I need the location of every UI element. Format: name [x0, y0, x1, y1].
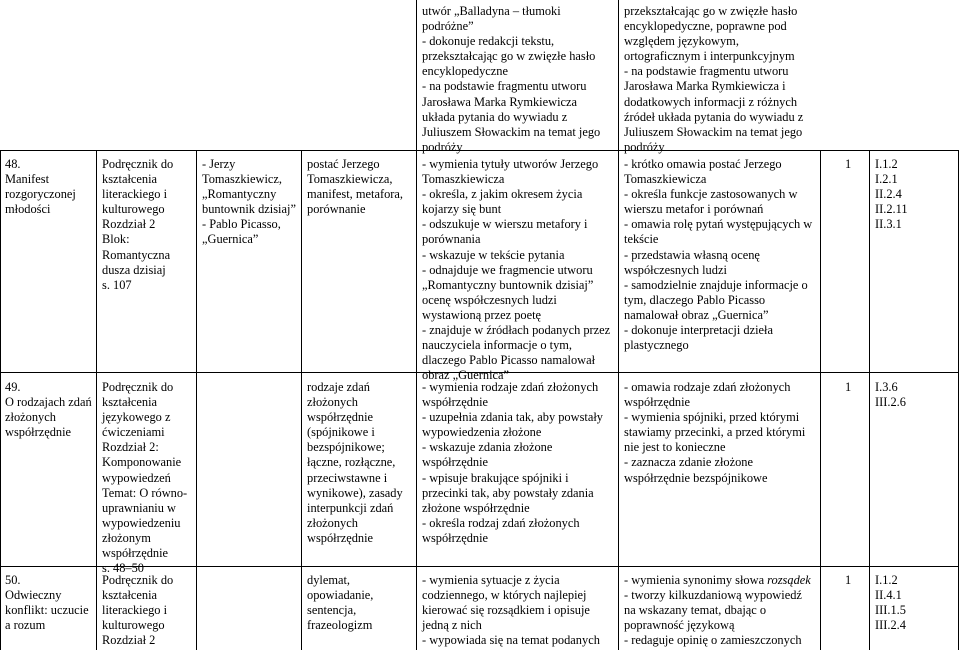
column-divider [820, 150, 821, 650]
textbook-reference: Podręcznik do kształcenia literackiego i kulturowego Rozdział 2 [102, 573, 174, 648]
column-divider [416, 0, 417, 650]
column-divider [618, 0, 619, 650]
textbook-reference: Podręcznik do kształcenia literackiego i kulturowego Rozdział 2 Blok: Romantyczna dusza dzisiaj s. 107 [102, 157, 174, 292]
basic-requirements: - wymienia rodzaje zdań złożonych współrzędnie - uzupełnia zdania tak, aby powstały wypowiedzenia złożone - wskazuje zdania złożone współrzędnie - wpisuje brakujące spójniki i przecinki tak, aby powstały zdania złożone współrzędnie - określa rodzaj zdań złożonych współrzędnie [422, 380, 603, 545]
curriculum-requirements: I.1.2 I.2.1 II.2.4 II.2.11 II.3.1 [875, 157, 908, 232]
column-divider [301, 150, 302, 650]
column-divider [96, 150, 97, 650]
textbook-reference: Podręcznik do kształcenia językowego z ćwiczeniami Rozdział 2: Komponowanie wypowiedzeń Temat: O równo- uprawnianiu w wypowiedzeniu złożonym współrzędnie s. 48–50 [102, 380, 188, 576]
lesson-terms: rodzaje zdań złożonych współrzędnie (spójnikowe i bezspójnikowe; łączne, rozłączne, przeciwstawne i wynikowe), zasady interpunkcji zdań złożonych współrzędnie [307, 380, 403, 545]
basic-requirements: - wymienia tytuły utworów Jerzego Tomaszkiewicza - określa, z jakim okresem życia kojarzy się bunt - odszukuje w wierszu metafory i porównania - wskazuje w tekście pytania - odnajduje we fragmencie utworu „Romantyczny buntownik dzisiaj” ocenę współczesnych ludzi wystawioną przez poetę - znajduje w źródłach podanych przez nauczyciela informacje o tym, dlaczego Pablo Picasso namalował obraz „Guernica” [422, 157, 611, 383]
curriculum-requirements: I.1.2 II.4.1 III.1.5 III.2.4 [875, 573, 906, 633]
curriculum-requirements: I.3.6 III.2.6 [875, 380, 906, 410]
lesson-title: 48. Manifest rozgoryczonej młodości [5, 157, 76, 217]
hours-count: 1 [845, 157, 852, 171]
extended-requirements: - krótko omawia postać Jerzego Tomaszkiewicza - określa funkcje zastosowanych w wierszu metafor i porównań - omawia rolę pytań występujących w tekście - przedstawia własną ocenę współczesnych ludzi - samodzielnie znajduje informacje o tym, dlaczego Pablo Picasso namalował obraz „Guernica” - dokonuje interpretacji dzieła plastycznego [624, 157, 813, 353]
top-cell-extended-requirements: przekształcając go w zwięzłe hasło encyklopedyczne, poprawne pod względem językowym, ortograficznym i interpunkcyjnym - na podstawie fragmentu utworu Jarosława Marka Rymkiewicza i dodatkowych informacji z różnych źródeł układa pytania do wywiadu z Juliuszem Słowackim na temat jego podróży [624, 4, 804, 154]
lesson-terms: dylemat, opowiadanie, sentencja, frazeologizm [307, 573, 374, 633]
extended-requirements: - omawia rodzaje zdań złożonych współrzędnie - wymienia spójniki, przed którymi stawiamy przecinki, a przed którymi nie jest to konieczne - zaznacza zdanie złożone współrzędnie bezspójnikowe [624, 380, 806, 485]
column-divider [869, 150, 870, 650]
hours-count: 1 [845, 380, 852, 394]
lesson-title: 49. O rodzajach zdań złożonych współrzędnie [5, 380, 92, 440]
basic-requirements: - wymienia sytuacje z życia codziennego, w których najlepiej kierować się rozsądkiem i opisuje jedną z nich - wypowiada się na temat podanych [422, 573, 600, 648]
top-cell-basic-requirements: utwór „Balladyna – tłumoki podróżne” - dokonuje redakcji tekstu, przekształcając go w zwięzłe hasło encyklopedyczne - na podstawie fragmentu utworu Jarosława Marka Rymkiewicza układa pytania do wywiadu z Juliuszem Słowackim na temat jego podróży [422, 4, 601, 154]
lesson-texts: - Jerzy Tomaszkiewicz, „Romantyczny buntownik dzisiaj” - Pablo Picasso, „Guernica” [202, 157, 296, 247]
table-border-left [0, 150, 1, 650]
column-divider [196, 150, 197, 650]
lesson-terms: postać Jerzego Tomaszkiewicza, manifest, metafora, porównanie [307, 157, 403, 217]
extended-requirements: - wymienia synonimy słowa rozsądek - tworzy kilkuzdaniową wypowiedź na wskazany temat, dbając o poprawność językową - redaguje opinię o zamieszczonych [624, 573, 811, 648]
hours-count: 1 [845, 573, 852, 587]
lesson-title: 50. Odwieczny konflikt: uczucie a rozum [5, 573, 89, 633]
